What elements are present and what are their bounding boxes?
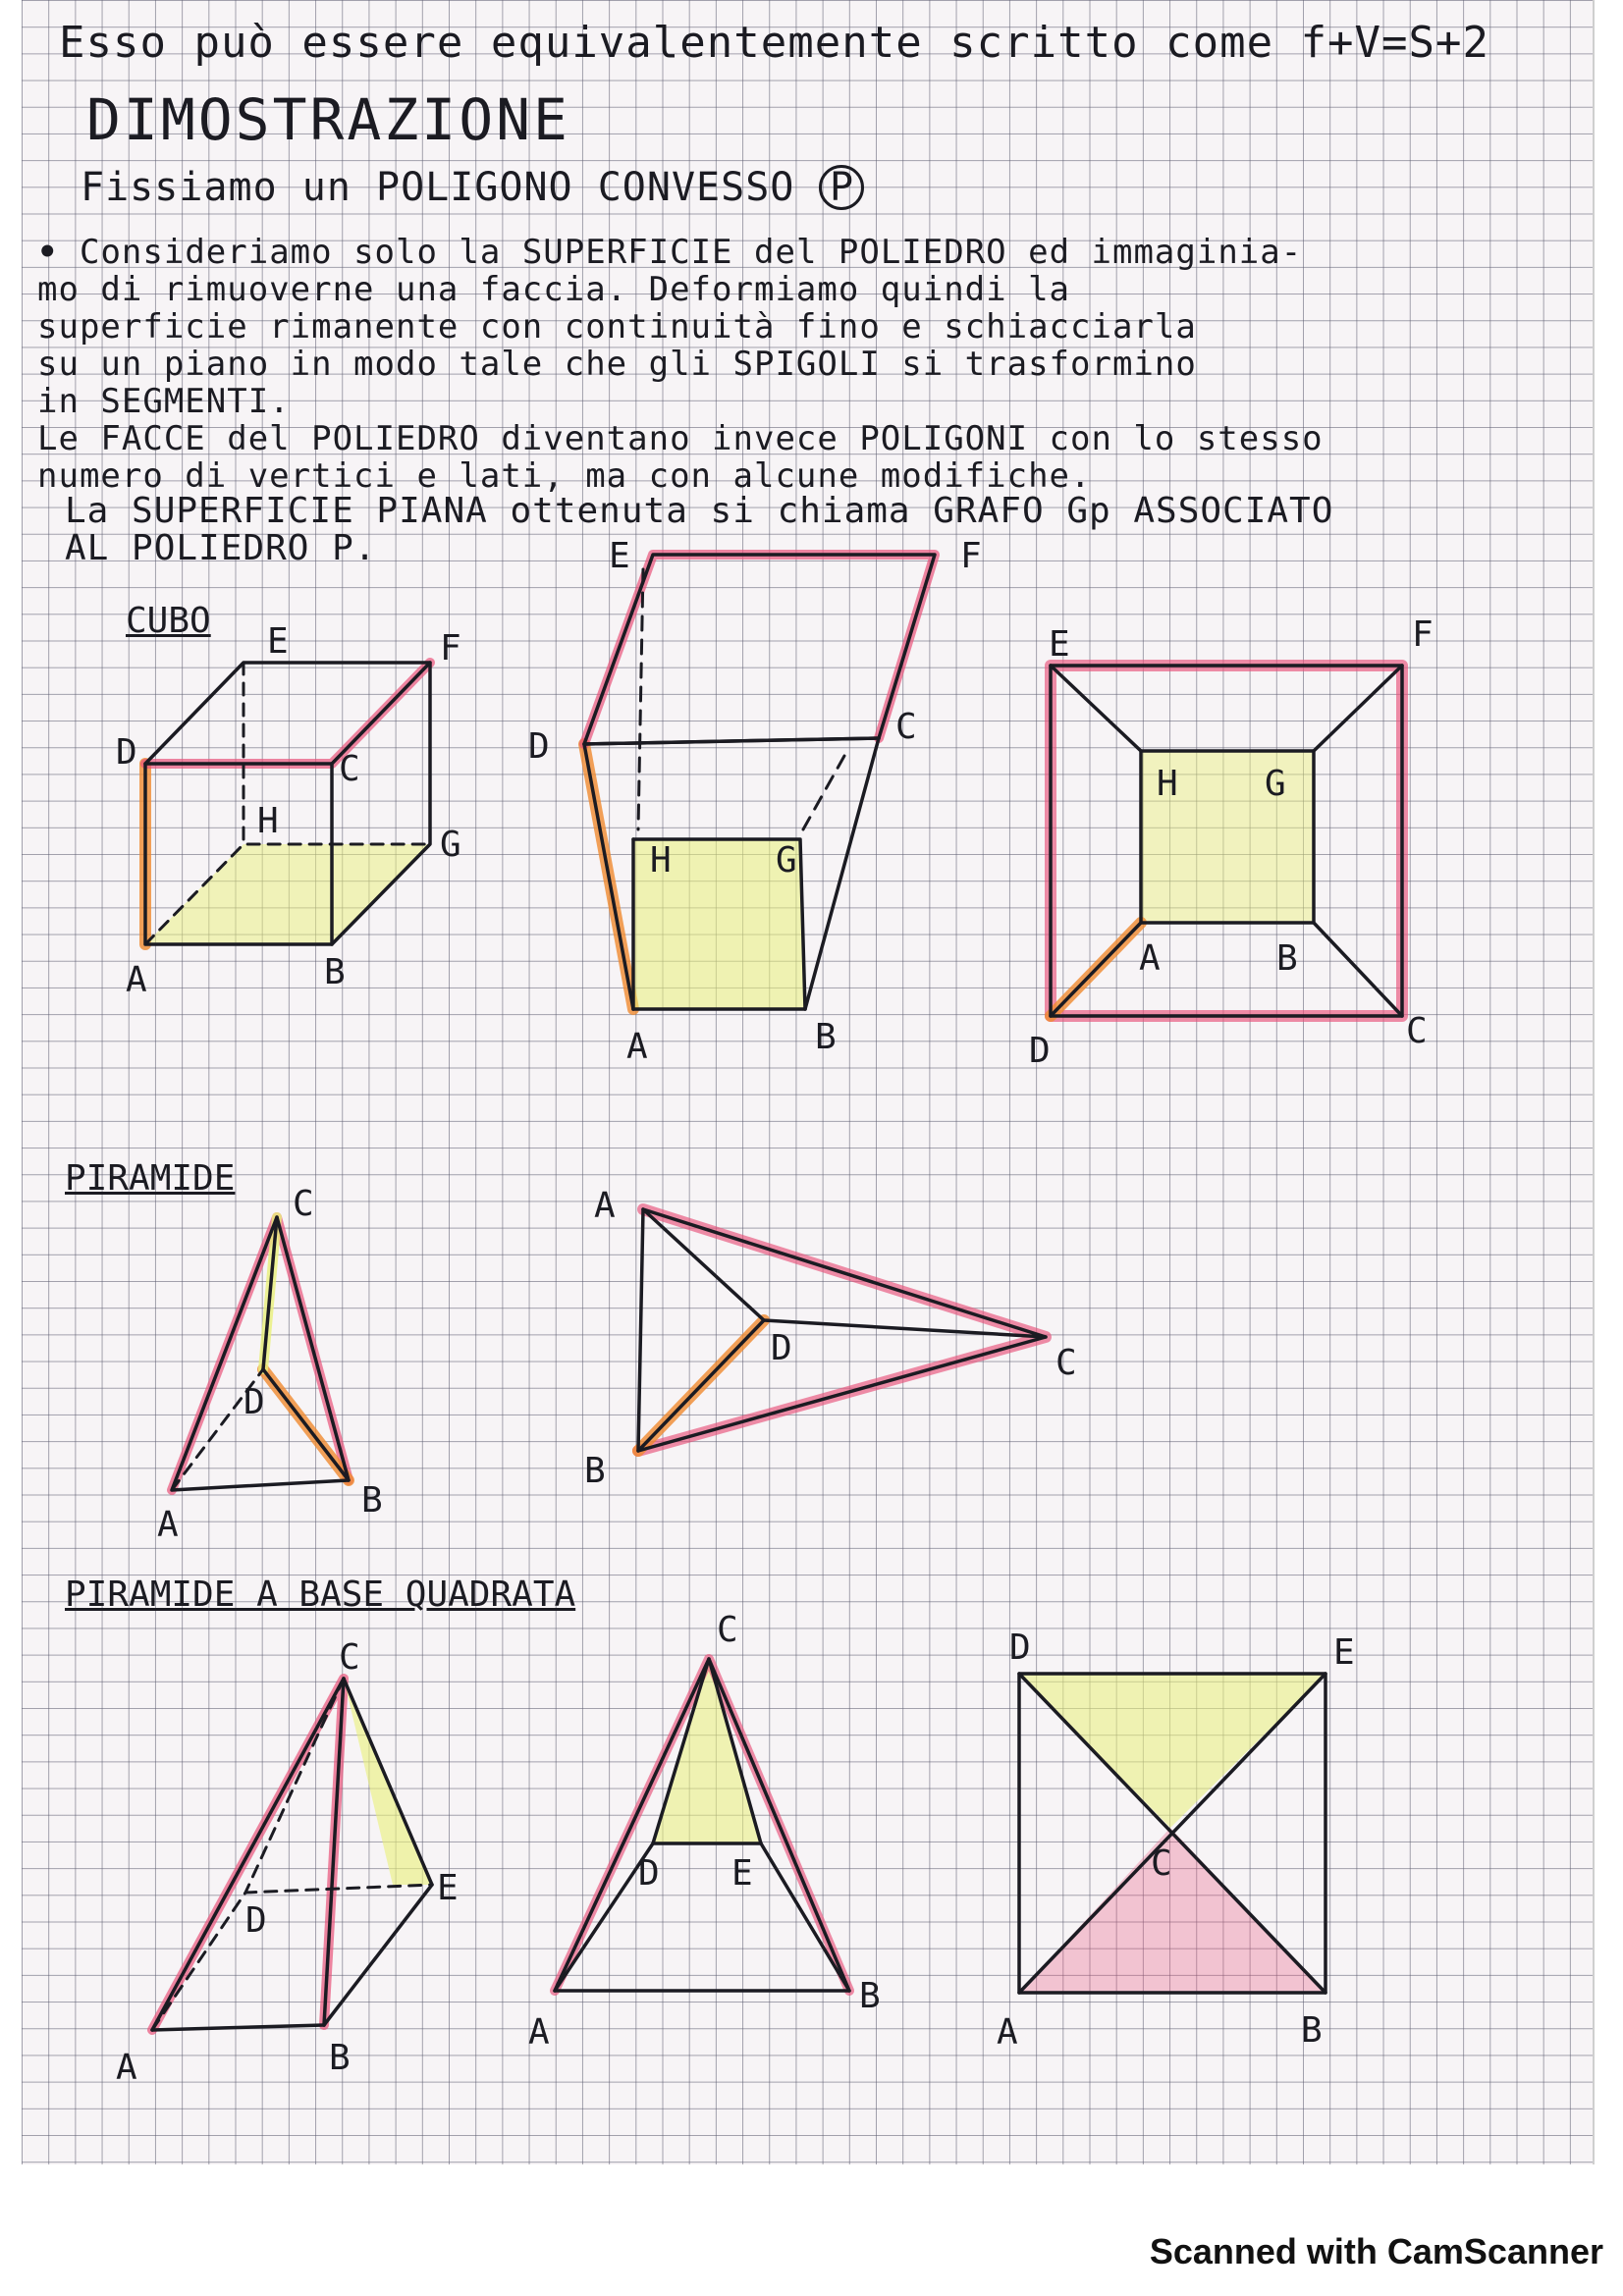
sqpyr-edge: [324, 1885, 432, 2025]
vertex-label: F: [440, 628, 461, 668]
sqpyr2-inner-edge: [761, 1843, 849, 1991]
vertex-label: C: [339, 749, 360, 789]
vertex-label: D: [638, 1853, 660, 1894]
highlight-face: [1019, 1828, 1325, 1993]
vertex-label: A: [594, 1186, 616, 1226]
vertex-label: B: [584, 1451, 606, 1491]
highlight-edge: [584, 555, 935, 744]
vertex-label: C: [717, 1610, 738, 1650]
cube3-diagonal: [1051, 666, 1141, 751]
vertex-label: E: [437, 1868, 459, 1908]
vertex-label: B: [859, 1976, 881, 2016]
highlight-face: [1019, 1674, 1325, 1828]
vertex-label: B: [324, 952, 346, 992]
vertex-label: D: [1029, 1031, 1051, 1071]
vertex-label: B: [1301, 2010, 1323, 2051]
vertex-label: A: [626, 1027, 648, 1067]
vertex-label: C: [1151, 1843, 1172, 1884]
vertex-label: C: [1406, 1011, 1428, 1051]
vertex-label: E: [1333, 1632, 1355, 1673]
vertex-label: A: [116, 2048, 137, 2088]
vertex-label: C: [339, 1637, 360, 1678]
vertex-label: D: [245, 1900, 267, 1941]
vertex-label: B: [361, 1480, 383, 1521]
paragraph-line-3: superficie rimanente con continuità fino e schiacciarla: [37, 307, 1197, 347]
vertex-label: C: [1055, 1343, 1077, 1383]
pyramid-3d-drawing: [172, 1217, 349, 1490]
cube2-edge: [584, 744, 633, 1009]
vertex-label: F: [1412, 614, 1434, 655]
vertex-label: B: [329, 2038, 351, 2078]
cube3-diagonal: [1051, 923, 1141, 1016]
pyramid2-outline: [638, 1209, 1046, 1451]
vertex-label: D: [1009, 1628, 1031, 1668]
graph-definition-line-2: AL POLIEDRO P.: [65, 528, 377, 568]
square-pyramid-flat-drawing: [555, 1659, 849, 1991]
bullet-dot: •: [37, 233, 59, 272]
graph-definition-line-1: La SUPERFICIE PIANA ottenuta si chiama GRAFO Gp ASSOCIATO: [65, 491, 1334, 531]
vertex-label: D: [243, 1382, 265, 1422]
page-title: DIMOSTRAZIONE: [86, 86, 570, 153]
pyramid-graph-drawing: [638, 1209, 1046, 1451]
paragraph-line-5: in SEGMENTI.: [37, 382, 291, 421]
cube-3d-drawing: [145, 663, 430, 944]
vertex-label: A: [528, 2012, 550, 2053]
vertex-label: G: [440, 825, 461, 865]
vertex-label: A: [997, 2012, 1018, 2053]
paragraph-line-7: numero di vertici e lati, ma con alcune modifiche.: [37, 456, 1092, 496]
vertex-label: D: [771, 1328, 792, 1368]
vertex-label: E: [1049, 624, 1070, 665]
vertex-label: E: [267, 621, 289, 662]
square-pyramid-graph-drawing: [1019, 1674, 1325, 1993]
vertex-label: D: [116, 732, 137, 773]
euler-formula: f+V=S+2: [1300, 18, 1489, 68]
section-label-pyramid: PIRAMIDE: [65, 1158, 236, 1199]
vertex-label: D: [528, 726, 550, 767]
vertex-label: E: [731, 1853, 753, 1894]
highlight-edge: [145, 663, 430, 764]
cube-graph-drawing: [1051, 666, 1402, 1016]
cube3-diagonal: [1314, 666, 1402, 751]
vertex-label: H: [257, 801, 279, 841]
vertex-label: B: [815, 1017, 837, 1057]
intro-text: Esso può essere equivalentemente scritto come: [59, 18, 1274, 68]
highlight-edge: [638, 1209, 1046, 1451]
cube2-edge: [805, 738, 879, 1009]
vertex-label: E: [609, 536, 630, 576]
sqpyr-edge: [324, 1679, 344, 2025]
scanner-watermark: Scanned with CamScanner: [1149, 2231, 1603, 2271]
vertex-label: G: [1265, 764, 1286, 804]
vertex-label: F: [960, 536, 982, 576]
paragraph-line-2: mo di rimuoverne una faccia. Deformiamo quindi la: [37, 270, 1071, 309]
cube-squashed-drawing: [584, 555, 935, 1009]
vertex-label: H: [650, 840, 672, 881]
cube3-diagonal: [1314, 923, 1402, 1016]
vertex-label: H: [1157, 764, 1178, 804]
circled-p-symbol: P: [819, 165, 864, 210]
sqpyr-edge: [152, 2025, 324, 2030]
vertex-label: B: [1276, 938, 1298, 979]
vertex-label: A: [126, 960, 147, 1000]
section-label-cube: CUBO: [126, 601, 211, 641]
vertex-label: C: [293, 1184, 314, 1224]
paragraph-line-4: su un piano in modo tale che gli SPIGOLI si trasformino: [37, 345, 1197, 384]
section-label-square-pyramid: PIRAMIDE A BASE QUADRATA: [65, 1575, 576, 1615]
square-pyramid-3d-drawing: [152, 1679, 432, 2030]
vertex-label: A: [157, 1505, 179, 1545]
vertex-label: C: [895, 707, 917, 747]
sqpyr-edge: [152, 1679, 344, 2030]
vertex-label: A: [1139, 938, 1161, 979]
highlight-face: [145, 844, 430, 944]
cube2-hidden-edge: [803, 756, 844, 829]
paragraph-line-6: Le FACCE del POLIEDRO diventano invece POLIGONI con lo stesso: [37, 419, 1324, 458]
fix-text: Fissiamo un POLIGONO CONVESSO: [81, 165, 795, 210]
cube2-edge: [584, 738, 879, 744]
vertex-label: G: [776, 840, 797, 881]
cube2-hidden-edge: [638, 569, 643, 829]
paragraph-line-1-text: Consideriamo solo la SUPERFICIE del POLIEDRO ed immaginia-: [79, 233, 1303, 272]
